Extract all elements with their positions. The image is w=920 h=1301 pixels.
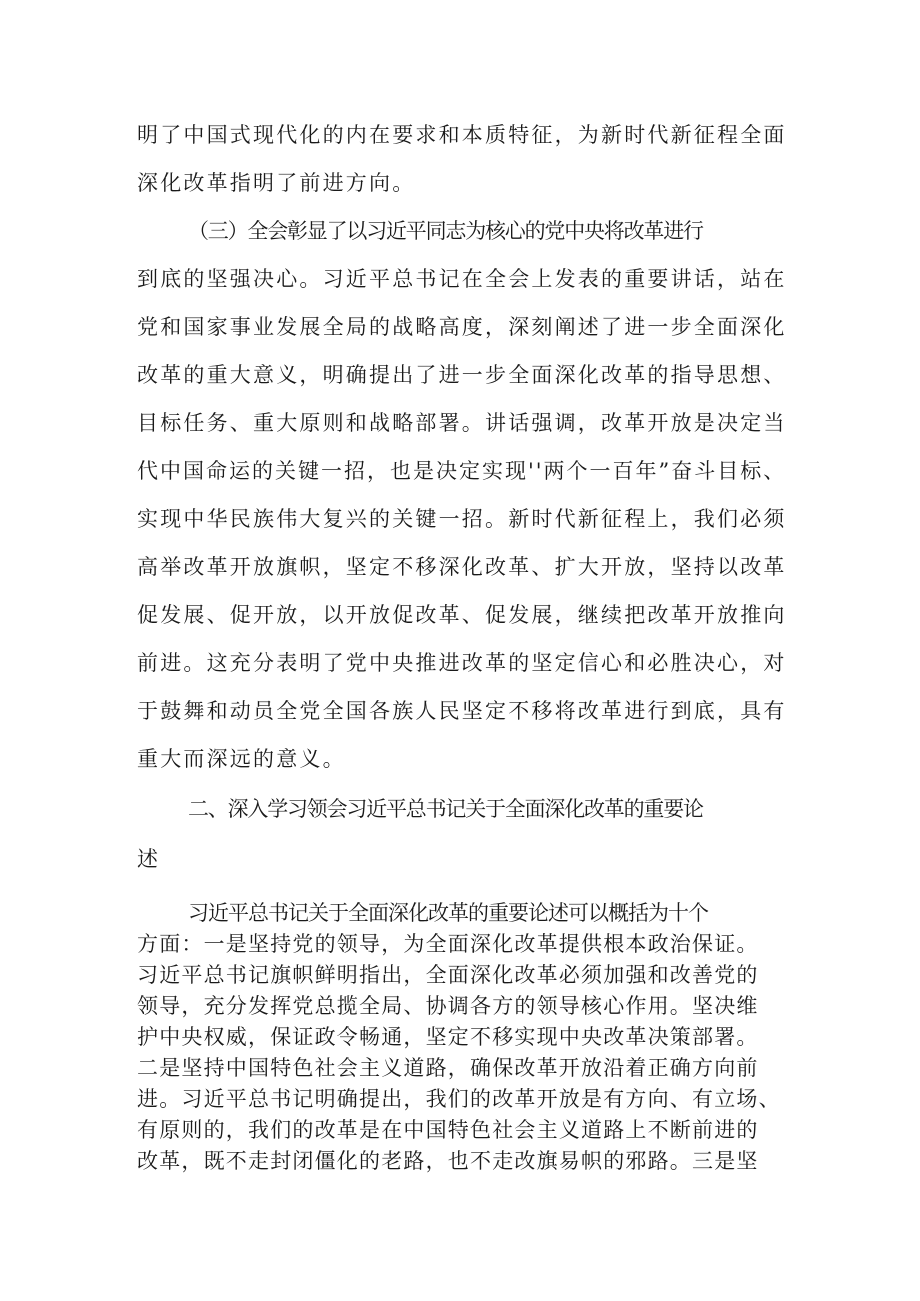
text-line: 目标任务、重大原则和战略部署。讲话强调，改革开放是决定当 [137,411,787,435]
text-line: 有原则的，我们的改革是在中国特色社会主义道路上不断前进的 [137,1118,759,1142]
text-line: 二是坚持中国特色社会主义道路，确保改革开放沿着正确方向前 [137,1056,759,1080]
text-line: 改革的重大意义，明确提出了进一步全面深化改革的指导思想、 [137,363,787,387]
text-line: 习近平总书记旗帜鲜明指出，全面深化改革必须加强和改善党的 [137,963,759,987]
text-line: 明了中国式现代化的内在要求和本质特征，为新时代新征程全面 [137,123,787,147]
section-heading: 二、深入学习领会习近平总书记关于全面深化改革的重要论 [188,797,703,821]
text-line: （三）全会彰显了以习近平同志为核心的党中央将改革进行 [188,219,703,243]
text-line: 党和国家事业发展全局的战略高度，深刻阐述了进一步全面深化 [137,315,787,339]
text-line: 重大而深远的意义。 [137,747,346,771]
text-line: 改革，既不走封闭僵化的老路，也不走改旗易帜的邪路。三是坚 [137,1149,759,1173]
text-line: 到底的坚强决心。习近平总书记在全会上发表的重要讲话，站在 [137,267,787,291]
text-line: 促发展、促开放，以开放促改革、促发展，继续把改革开放推向 [137,603,787,627]
text-line: 方面：一是坚持党的领导，为全面深化改革提供根本政治保证。 [137,932,759,956]
text-line: 进。习近平总书记明确提出，我们的改革开放是有方向、有立场、 [137,1087,781,1111]
text-line: 代中国命运的关键一招，也是决定实现''两个一百年”奋斗目标、 [137,459,787,483]
text-line: 习近平总书记关于全面深化改革的重要论述可以概括为十个 [188,901,708,925]
text-line: 前进。这充分表明了党中央推进改革的坚定信心和必胜决心，对 [137,651,787,675]
text-line: 实现中华民族伟大复兴的关键一招。新时代新征程上，我们必须 [137,507,787,531]
section-heading: 述 [137,847,161,871]
text-line: 于鼓舞和动员全党全国各族人民坚定不移将改革进行到底，具有 [137,699,787,723]
text-line: 护中央权威，保证政令畅通，坚定不移实现中央改革决策部署。 [137,1025,759,1049]
text-line: 高举改革开放旗帜，坚定不移深化改革、扩大开放，坚持以改革 [137,555,787,579]
text-line: 深化改革指明了前进方向。 [137,171,416,195]
text-line: 领导，充分发挥党总揽全局、协调各方的领导核心作用。坚决维 [137,994,759,1018]
